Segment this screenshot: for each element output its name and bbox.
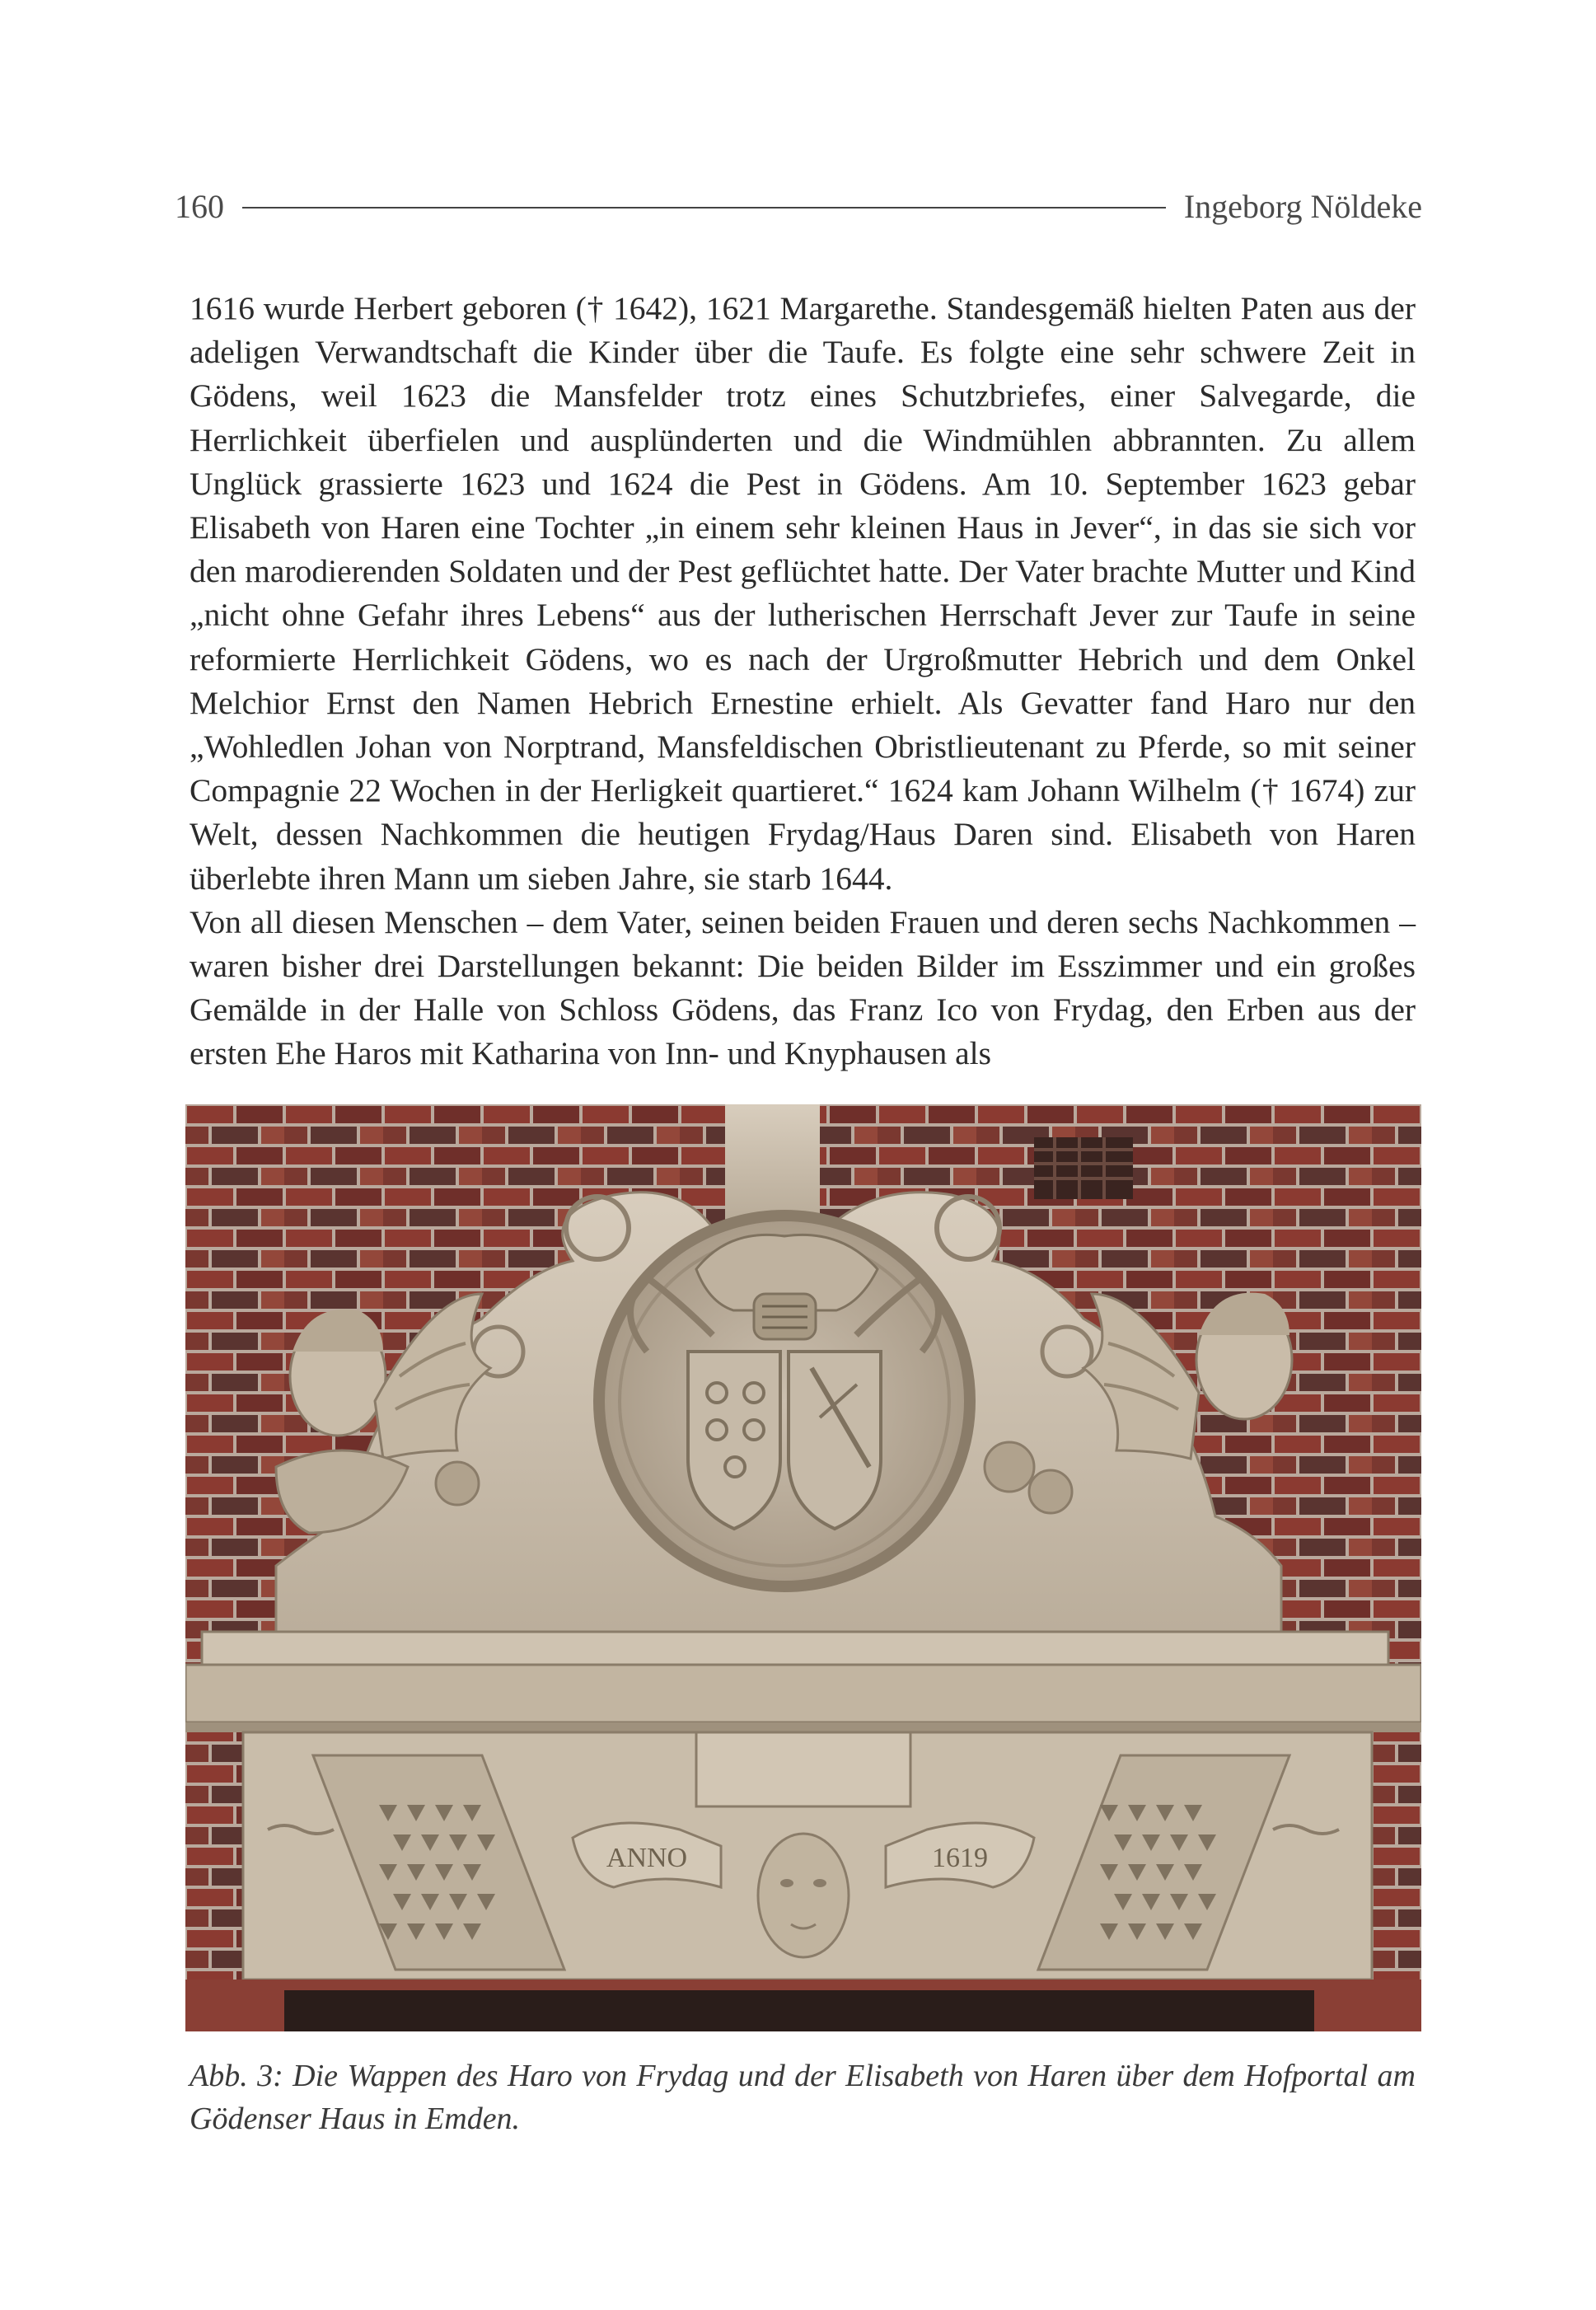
stone-pillar — [725, 1104, 820, 1224]
vent-grille — [1034, 1137, 1133, 1199]
paragraph-2: Von all diesen Menschen – dem Vater, seinen beiden Frauen und deren sechs Nachkommen – waren bisher drei Darstellungen bekannt: Die beiden Bilder im Esszimmer und ein großes Gemälde in der Halle von Schloss Gödens, das Franz Ico von Frydag, den Erben aus der ersten Ehe Haros mit Katharina von Inn- und Knyphausen als — [190, 903, 1416, 1072]
figure-photo-coat-of-arms — [185, 1104, 1421, 2031]
author-name: Ingeborg Nöldeke — [1183, 187, 1422, 225]
figure-caption: Abb. 3: Die Wappen des Haro von Frydag und der Elisabeth von Haren über dem Hofportal am Gödenser Haus in Emden. — [190, 2059, 1416, 2136]
header-rule — [242, 207, 1166, 209]
coat-of-arms-medallion — [599, 1216, 970, 1586]
inscription-left: ANNO — [606, 1843, 688, 1873]
frieze — [243, 1732, 1372, 1980]
body-text — [190, 287, 1416, 1076]
doorway-opening — [284, 1990, 1314, 2031]
paragraph-1: 1616 wurde Herbert geboren († 1642), 1621 Margarethe. Standesgemäß hielten Paten aus der adeligen Verwandtschaft die Kinder über die Taufe. Es folgte eine sehr schwere Zeit in Gödens, weil 1623 die Mansfelder trotz eines Schutzbriefes, einer Salvegarde, die Herrlichkeit überfielen und ausplünderten und die Windmühlen abbrannten. Zu allem Unglück grassierte 1623 und 1624 die Pest in Gödens. Am 10. September 1623 gebar Elisabeth von Haren eine Tochter „in einem sehr kleinen Haus in Jever“, in das sie sich vor den marodierenden Soldaten und der Pest geflüchtet hatte. Der Vater brachte Mutter und Kind „nicht ohne Gefahr ihres Lebens“ aus der lutherischen Herrschaft Jever zur Taufe in seine reformierte Herrlichkeit Gödens, wo es nach der Urgroßmutter Hebrich und dem Onkel Melchior Ernst den Namen Hebrich Ernestine erhielt. Als Gevatter fand Haro nur den „Wohledlen Johan von Norptrand, Mansfeldischen Obristlieutenant zu Pferde, so mit seiner Compagnie 22 Wochen in der Herligkeit quartieret.“ 1624 kam Johann Wilhelm († 1674) zur Welt, dessen Nachkommen die heutigen Frydag/Haus Daren sind. Elisabeth von Haren überlebte ihren Mann um sieben Jahre, sie starb 1644. — [190, 290, 1416, 897]
running-head — [175, 181, 1422, 231]
page-number: 160 — [175, 187, 224, 225]
inscription-right: 1619 — [932, 1843, 988, 1873]
cornice — [185, 1632, 1421, 1732]
